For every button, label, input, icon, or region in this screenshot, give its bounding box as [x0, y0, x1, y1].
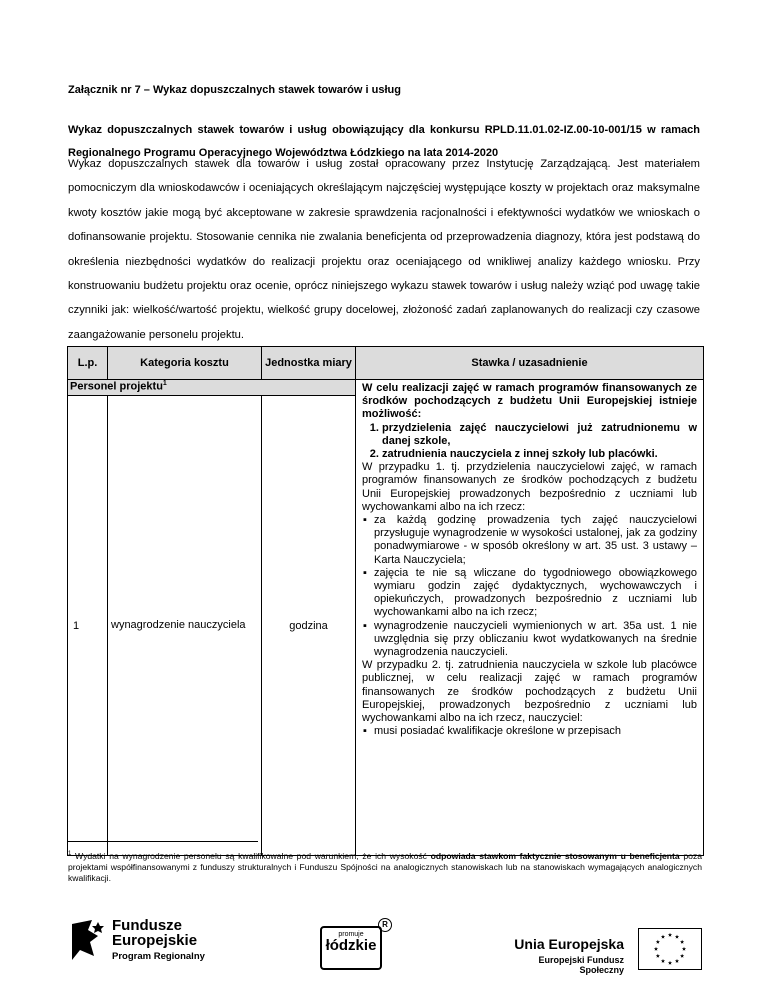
options-list — [362, 422, 697, 462]
row-lp: 1 — [68, 396, 108, 856]
header-category: Kategoria kosztu — [108, 347, 262, 380]
footnote-text-1: Wydatki na wynagrodzenie personelu są kwalifikowalne pod warunkiem, że ich wysokość — [75, 850, 431, 861]
footnote-separator — [68, 841, 258, 842]
list-item: 1. przydzielenia zajęć nauczycielowi już zatrudnionemu w danej szkole, — [382, 422, 697, 448]
footnote-number: 1 — [68, 851, 72, 857]
footnote-ref: 1 — [162, 380, 167, 387]
header-lp: L.p. — [68, 347, 108, 380]
header-unit: Jednostka miary — [262, 347, 356, 380]
fe-logo-text — [112, 918, 205, 964]
fe-line-3: Program Regionalny — [112, 951, 205, 962]
rate-lead: W celu realizacji zajęć w ramach programów finansowanych ze środków pochodzących z budżetu Unii Europejskiej istnieje możliwość: — [362, 382, 697, 421]
eu-line-2: Europejski Fundusz Społeczny — [538, 955, 624, 975]
lodz-logo-box — [320, 926, 382, 970]
rate-description-cell — [356, 380, 704, 856]
row-unit: godzina — [262, 396, 356, 856]
case1-text: W przypadku 1. tj. przydzielenia nauczycielowi zajęć, w ramach programów finansowanych ze środków pochodzących z budżetu Unii Europejskiej prowadzonych bezpośrednio z uczniami lub wychowankami albo na ich rzecz: — [362, 461, 697, 513]
case1-list — [362, 514, 697, 659]
fundusze-europejskie-logo — [68, 916, 218, 966]
registered-mark-icon: R — [378, 918, 392, 932]
document-subtitle: Wykaz dopuszczalnych stawek towarów i usług obowiązujący dla konkursu RPLD.11.01.02-IZ.00-10-001/15 w ramach Regionalnego Programu Operacyjnego Województwa Łódzkiego na lata 2014-2020 — [68, 124, 700, 159]
lodz-big-text: łódzkie — [325, 937, 377, 954]
section-label-cell — [68, 380, 356, 396]
fe-line-1: Fundusze — [112, 917, 182, 934]
footnote-text-bold: odpowiada stawkom faktycznie stosowanym u beneficjenta — [430, 850, 680, 861]
lodz-small-text: promuje — [338, 931, 364, 938]
section-label: Personel projektu — [70, 380, 163, 393]
eu-flag-icon — [638, 928, 702, 970]
table-header-row — [68, 347, 704, 380]
list-item: ▪ za każdą godzinę prowadzenia tych zajęć nauczycielowi przysługuje wynagrodzenie w wysokości ustalonej, jak za godziny ponadwymiarowe - w sposób określony w art. 35 ust. 3 ustawy – Karta Nauczyciela; — [374, 514, 697, 567]
case2-text: W przypadku 2. tj. zatrudnienia nauczyciela w szkole lub placówce publicznej, w celu realizacji zajęć w ramach programów finansowanych ze środków pochodzących z budżetu Unii Europejskiej, prowadzonych bezpośrednio z uczniami lub wychowankami albo na ich rzecz, nauczyciel: — [362, 659, 697, 725]
footnote — [68, 849, 702, 884]
footnote-text-2: poza projektami współfinansowanymi z funduszy strukturalnych i Funduszu Spójności na analogicznych stanowiskach lub na stanowiskach wymagających analogicznych kwalifikacji. — [68, 850, 703, 883]
intro-paragraph: Wykaz dopuszczalnych stawek dla towarów i usług został opracowany przez Instytucję Zarządzającą. Jest materiałem pomocniczym dla wnioskodawców i oceniających określającym najczęściej występujące koszty w projektach oraz maksymalne kwoty kosztów jakie mogą być akceptowane w zakresie sprawdzenia racjonalności i efektywności wydatków we wnioskach o dofinansowanie projektu. Stosowanie cennika nie zwalania beneficjenta od przeprowadzenia diagnozy, która jest podstawą do określenia niezbędności wydatków do realizacji projektu oraz oceniającego od wnikliwej analizy każdego wniosku. Przy konstruowaniu budżetu projektu oraz ocenie, oprócz niniejszego wykazu stawek towarów i usług należy wziąć pod uwagę takie czynniki jak: wielkość/wartość projektu, wielkość grupy docelowej, złożoność zadań zaplanowanych do realizacji czy czasowe zaangażowanie personelu projektu. — [68, 158, 700, 341]
page-title: Załącznik nr 7 – Wykaz dopuszczalnych stawek towarów i usług — [68, 84, 401, 96]
eu-line-1: Unia Europejska — [514, 936, 624, 952]
list-item: ▪ wynagrodzenie nauczycieli wymienionych w art. 35a ust. 1 nie uwzględnia się przy obliczaniu kwot wydatkowanych na średnie wynagrodzenia nauczycieli. — [374, 620, 697, 660]
list-item: ▪ zajęcia te nie są wliczane do tygodniowego obowiązkowego wymiaru godzin zajęć dydaktycznych, wychowawczych i opiekuńczych, prowadzonych bezpośrednio z uczniami lub wychowankami albo na ich rzecz; — [374, 567, 697, 620]
section-row — [68, 380, 704, 396]
case2-list — [362, 725, 697, 738]
list-item: ▪ musi posiadać kwalifikacje określone w przepisach — [374, 725, 697, 738]
fe-emblem-icon — [68, 916, 108, 966]
fe-line-2: Europejskie — [112, 932, 198, 949]
eu-logo-text — [494, 936, 624, 975]
header-rate: Stawka / uzasadnienie — [356, 347, 704, 380]
list-item: 2. zatrudnienia nauczyciela z innej szkoły lub placówki. — [382, 448, 697, 461]
rates-table — [67, 346, 704, 856]
row-category: wynagrodzenie nauczyciela — [108, 396, 262, 856]
promuje-lodzkie-logo — [318, 920, 390, 970]
